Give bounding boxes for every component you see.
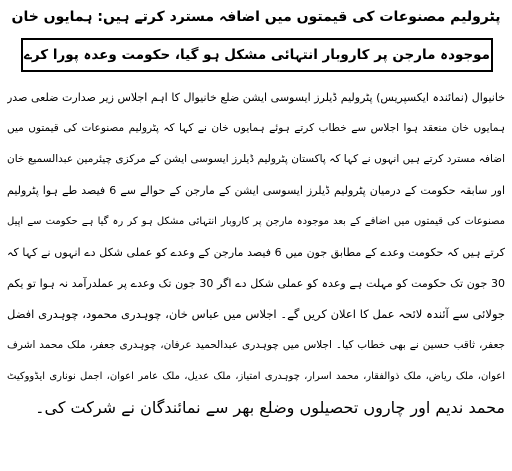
body-line: جعفر، ثاقب حسین نے بھی خطاب کیا۔ اجلاس میں چوہدری عبدالحمید عرفان، چوہدری جعفر، ملک محمد اشرف [7, 339, 505, 351]
body-line: جولائی سے آئندہ لائحہ عمل کا اعلان کریں گے۔ اجلاس میں عباس خان، چوہدری محمود، چوہدری افضل [7, 307, 505, 321]
body-line: کرتے ہیں کہ حکومت وعدے کے مطابق جون میں 6 فیصد مارجن کے وعدے کو عملی شکل دے انہوں نے کہا کہ [7, 246, 505, 259]
body-line: اور سابقہ حکومت کے درمیان پٹرولیم ڈیلرز ایسوسی ایشن کے مارجن کے حوالے سے 6 فیصد طے ہوا پٹرولیم [7, 184, 505, 197]
subheadline: موجودہ مارجن پر کاروبار انتہائی مشکل ہو گیا، حکومت وعدہ پورا کرے [23, 47, 491, 63]
article-body [7, 82, 505, 466]
subheadline-box [21, 38, 493, 72]
headline: پٹرولیم مصنوعات کی قیمتوں میں اضافہ مسترد کرتے ہیں: ہمایوں خان [11, 9, 501, 25]
body-line: ہمایوں خان منعقد ہوا اجلاس سے خطاب کرتے ہوئے ہمایوں خان نے کہا کہ پٹرولیم مصنوعات کی قیمتوں میں [7, 122, 505, 134]
body-line: مصنوعات کی قیمتوں میں اضافے کے بعد موجودہ مارجن پر کاروبار انتہائی مشکل ہو کر رہ گیا ہے حکومت سے اپیل [7, 216, 505, 227]
body-line: اضافہ مسترد کرتے ہیں انہوں نے کہا کہ پاکستان پٹرولیم ڈیلرز ایسوسی ایشن کے مرکزی چیئرمین عبدالسمیع خان [7, 153, 505, 165]
body-line: اعوان، ملک ریاض، ملک ذوالفقار، محمد اسرار، چوہدری امتیاز، ملک عدیل، ملک عامر اعوان، اجمل نوناری ایڈووکیٹ [7, 371, 505, 382]
body-line: 30 جون تک حکومت کو مہلت ہے وعدہ کو عملی شکل دے اگر 30 جون تک وعدے پر عملدرآمد نہ ہوا تو یکم [7, 277, 505, 290]
body-line: محمد ندیم اور چاروں تحصیلوں وضلع بھر سے نمائندگان نے شرکت کی۔ [35, 398, 505, 417]
body-line: خانیوال (نمائندہ ایکسپریس) پٹرولیم ڈیلرز ایسوسی ایشن ضلع خانیوال کا اہم اجلاس زیر صدارت ضلعی صدر [7, 91, 505, 104]
